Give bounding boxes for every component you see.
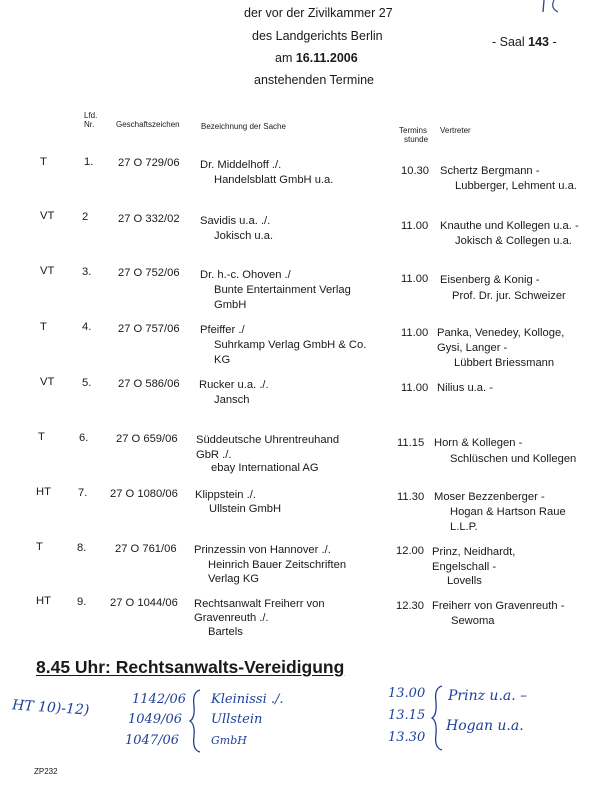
row-type: T: [40, 156, 47, 168]
row-vertreter-2: Schlüschen und Kollegen: [450, 453, 577, 465]
row-sache-3: Bartels: [208, 626, 243, 638]
row-vertreter-1: Prinz, Neidhardt,: [432, 546, 516, 558]
row-vertreter-2: Sewoma: [451, 615, 495, 627]
handwritten-time-2: 13.15: [388, 708, 426, 723]
row-sache-1: Savidis u.a. ./.: [200, 215, 271, 227]
handwritten-party-3: GmbH: [211, 734, 247, 747]
row-sache-1: Rucker u.a. ./.: [199, 379, 269, 391]
handwritten-time-1: 13.00: [388, 686, 426, 701]
row-vertreter-1: Schertz Bergmann -: [440, 165, 540, 177]
row-type: VT: [40, 210, 55, 222]
row-zeit: 11.00: [401, 327, 429, 339]
row-az: 27 O 586/06: [118, 378, 180, 390]
col-header-nr-line1: Lfd.: [84, 111, 98, 120]
row-sache-3: Verlag KG: [208, 573, 259, 585]
handwritten-brace-left: [188, 688, 204, 754]
row-vertreter-1: Horn & Kollegen -: [434, 437, 523, 449]
row-type: HT: [36, 486, 51, 498]
row-sache-1: Dr. Middelhoff ./.: [200, 159, 282, 171]
row-vertreter-2: Hogan & Hartson Raue: [450, 506, 566, 518]
handwritten-case-1: 1142/06: [132, 692, 187, 707]
row-nr: 7.: [78, 487, 88, 499]
row-az: 27 O 729/06: [118, 157, 180, 169]
room-label: [492, 35, 557, 49]
row-type: T: [40, 321, 47, 333]
handwritten-time-3: 13.30: [388, 730, 426, 745]
handwritten-case-2: 1049/06: [128, 712, 183, 727]
row-vertreter-1: Nilius u.a. -: [437, 382, 493, 394]
row-sache-1: Dr. h.-c. Ohoven ./: [200, 269, 291, 281]
footer-code: ZP232: [34, 767, 58, 776]
col-header-nr: [84, 111, 97, 129]
room-suffix: -: [549, 35, 557, 49]
row-nr: 9.: [77, 596, 87, 608]
row-type: HT: [36, 595, 51, 607]
col-header-zeit: [399, 126, 428, 144]
row-sache-2: Heinrich Bauer Zeitschriften: [208, 559, 347, 571]
row-vertreter-2: Engelschall -: [432, 561, 497, 573]
handwritten-vertreter-1: Prinz u.a. –: [448, 688, 528, 704]
row-vertreter-3: Lovells: [447, 575, 482, 587]
header-line-2: des Landgerichts Berlin: [252, 29, 383, 43]
handwritten-case-3: 1047/06: [125, 733, 180, 748]
row-vertreter-2: Lubberger, Lehment u.a.: [455, 180, 577, 192]
row-vertreter-2: Gysi, Langer -: [437, 342, 508, 354]
row-vertreter-1: Eisenberg & Konig -: [440, 274, 540, 286]
row-vertreter-1: Knauthe und Kollegen u.a. -: [440, 220, 579, 232]
col-header-zeit-line2: stunde: [404, 135, 429, 144]
row-az: 27 O 1044/06: [110, 597, 178, 609]
row-sache-2: Gravenreuth ./.: [194, 612, 269, 624]
handwritten-brace-right: [430, 684, 446, 752]
row-sache-2: Jansch: [214, 394, 250, 406]
hearing-date: 16.11.2006: [295, 51, 358, 65]
row-zeit: 11.00: [401, 220, 429, 232]
row-az: 27 O 1080/06: [110, 488, 178, 500]
handwritten-left-note: HT 10)-12): [11, 697, 90, 719]
handwritten-party-1: Kleinissi ./.: [211, 692, 284, 707]
row-sache-3: GmbH: [214, 299, 247, 311]
row-vertreter-1: Panka, Venedey, Kolloge,: [437, 327, 565, 339]
row-vertreter-3: L.L.P.: [450, 521, 478, 533]
row-zeit: 12.30: [396, 600, 424, 612]
room-number: 143: [528, 35, 549, 49]
header-line-3: [275, 51, 358, 65]
row-sache-2: Suhrkamp Verlag GmbH & Co.: [214, 339, 367, 351]
row-sache-2: GbR ./.: [196, 449, 232, 461]
row-sache-2: Bunte Entertainment Verlag: [214, 284, 351, 296]
row-type: VT: [40, 265, 55, 277]
row-sache-2: Ullstein GmbH: [209, 503, 282, 515]
row-zeit: 11.00: [401, 273, 429, 285]
corner-pen-mark: [540, 0, 570, 14]
row-sache-1: Süddeutsche Uhrentreuhand: [196, 434, 340, 446]
row-vertreter-2: Jokisch & Collegen u.a.: [455, 235, 572, 247]
row-sache-1: Rechtsanwalt Freiherr von: [194, 598, 325, 610]
header-line-4: anstehenden Termine: [254, 73, 374, 87]
date-prefix: am: [275, 51, 296, 65]
row-az: 27 O 757/06: [118, 323, 180, 335]
row-vertreter-2: Prof. Dr. jur. Schweizer: [452, 290, 566, 302]
col-header-vertreter: Vertreter: [440, 126, 471, 135]
row-sache-1: Pfeiffer ./: [200, 324, 245, 336]
row-zeit: 12.00: [396, 545, 424, 557]
row-vertreter-1: Moser Bezzenberger -: [434, 491, 545, 503]
row-nr: 4.: [82, 321, 92, 333]
row-vertreter-3: Lübbert Briessmann: [454, 357, 555, 369]
col-header-zeit-line1: Termins: [399, 126, 428, 135]
section-title: 8.45 Uhr: Rechtsanwalts-Vereidigung: [36, 657, 345, 677]
row-sache-3: KG: [214, 354, 231, 366]
row-nr: 8.: [77, 542, 87, 554]
row-sache-2: Handelsblatt GmbH u.a.: [214, 174, 334, 186]
row-vertreter-1: Freiherr von Gravenreuth -: [432, 600, 565, 612]
col-header-sache: Bezeichnung der Sache: [201, 122, 286, 131]
row-nr: 1.: [84, 156, 94, 168]
handwritten-vertreter-2: Hogan u.a.: [446, 718, 524, 734]
col-header-nr-line2: Nr.: [84, 120, 95, 129]
row-zeit: 10.30: [401, 165, 429, 177]
row-zeit: 11.30: [397, 491, 425, 503]
row-nr: 3.: [82, 266, 92, 278]
handwritten-party-2: Ullstein: [211, 712, 263, 727]
row-az: 27 O 752/06: [118, 267, 180, 279]
row-sache-1: Prinzessin von Hannover ./.: [194, 544, 331, 556]
row-nr: 2: [82, 211, 89, 223]
row-sache-2: Jokisch u.a.: [214, 230, 274, 242]
header-line-1: der vor der Zivilkammer 27: [244, 6, 393, 20]
col-header-az: Geschaftszeichen: [116, 120, 180, 129]
row-az: 27 O 761/06: [115, 543, 177, 555]
row-type: VT: [40, 376, 55, 388]
row-zeit: 11.00: [401, 382, 429, 394]
row-az: 27 O 659/06: [116, 433, 178, 445]
row-sache-1: Klippstein ./.: [195, 489, 256, 501]
row-az: 27 O 332/02: [118, 213, 180, 225]
row-type: T: [36, 541, 43, 553]
row-nr: 5.: [82, 377, 92, 389]
row-zeit: 11.15: [397, 437, 425, 449]
row-type: T: [38, 431, 45, 443]
row-sache-3: ebay International AG: [211, 462, 319, 474]
row-nr: 6.: [79, 432, 89, 444]
room-prefix: - Saal: [492, 35, 529, 49]
